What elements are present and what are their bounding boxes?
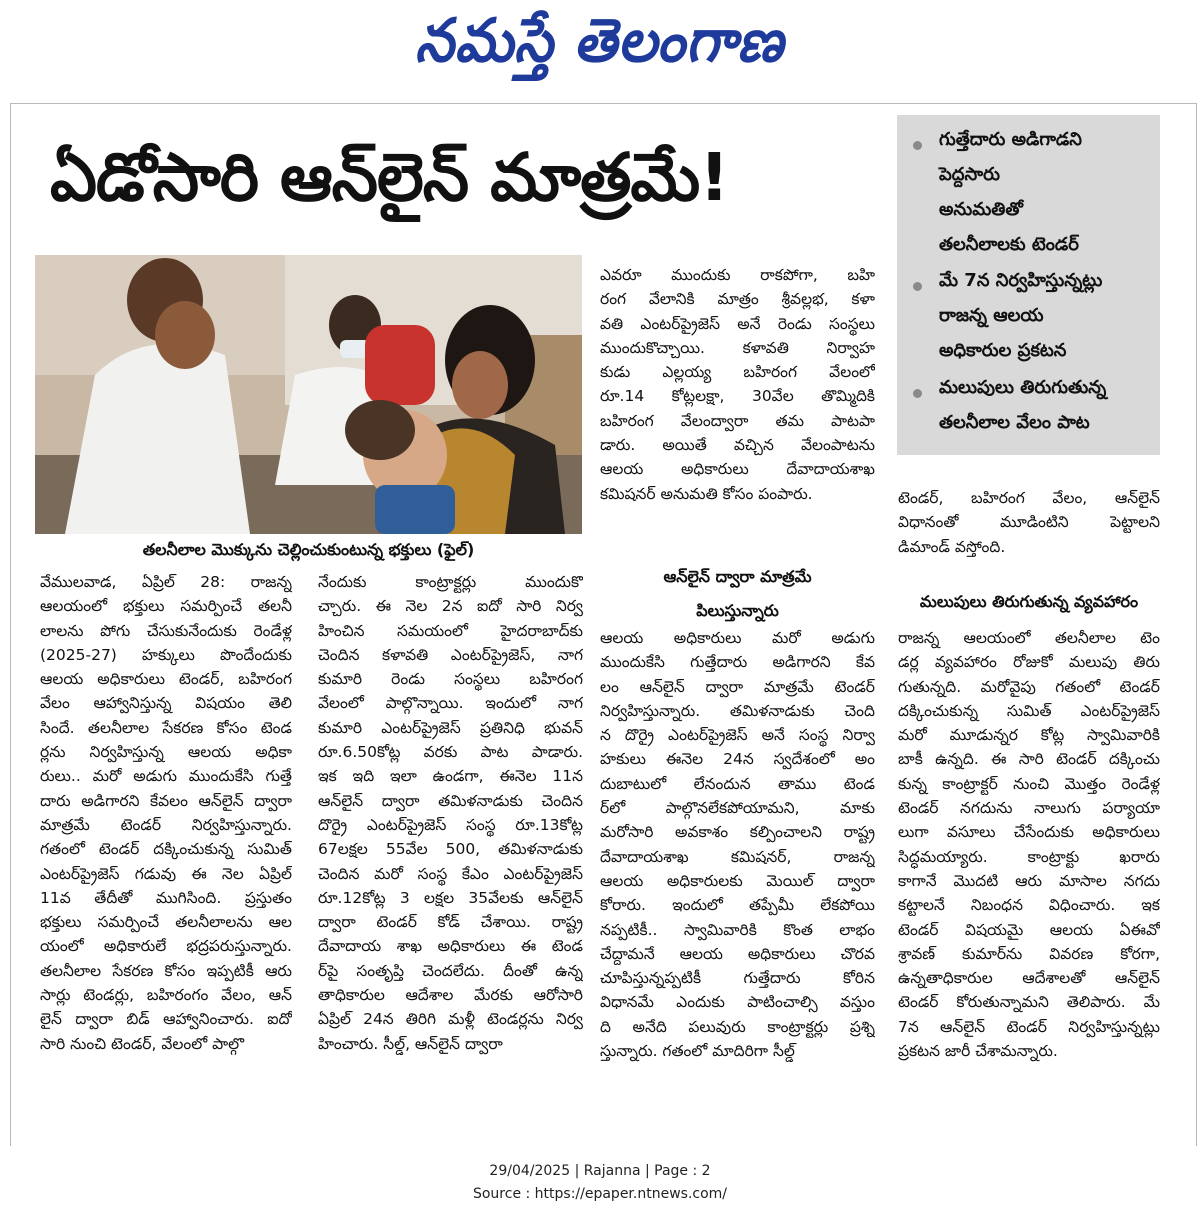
text-line: చేద్దామనే ఆలయ అధికారులు చొరవ [600,944,875,963]
text-line: రంగ వేలానికి మాత్రం శ్రీవల్లభ, కళా [600,290,875,309]
text-line: సార్లు టెండర్లు, బహిరంగం వేలం, ఆన్ [40,986,292,1005]
text-line: రూ.12కోట్ల 3 లక్షల 35వేలకు ఆన్‌లైన్ [318,888,583,907]
text-line: మరో మూడున్నర కోట్ల స్వామివారికి [898,726,1160,745]
text-line: న దొర్రై ఎంటర్‌ప్రైజెస్ అనే సంస్థ నిర్వా [600,726,875,745]
text-line: రూ.14 కోట్లలక్షా, 30వేల తొమ్మిదికి [600,387,875,406]
text-line: డిమాండ్ వస్తోంది. [898,537,1006,556]
text-line: 67లక్షల 55వేల 500, తమిళనాడుకు [318,840,583,859]
text-line: ఆలయ అధికారులు టెండర్, బహిరంగ [40,670,292,689]
text-line: కుమారి ఎంటర్‌ప్రైజెస్ ప్రతినిధి భువన్ [318,718,583,737]
text-line: దేవాదాయ శాఖ అధికారులు ఈ టెండ [318,937,583,956]
text-line: కుమారి రెండు సంస్థలు బహిరంగ [318,670,583,689]
text-line: దేవాదాయశాఖ కమిషనర్, రాజన్న [600,847,875,866]
text-line: ఇక ఇది ఇలా ఉండగా, ఈనెల 11న [318,767,583,786]
text-line: చ్చారు. ఈ నెల 2న ఐదో సారి నిర్వ [318,597,583,616]
column-4-subheading: మలుపులు తిరుగుతున్న వ్యవహారం [919,592,1139,611]
text-line: సారి నుంచి టెండర్, వేలంలో పాల్గొ [40,1034,245,1053]
highlight-line: గుత్తేదారు అడిగాడని [939,129,1082,150]
highlight-line: అనుమతితో [939,199,1023,220]
article-column-3-top [600,263,875,506]
text-line: యంలో అధికారులే భద్రపరుస్తున్నారు. [40,937,292,956]
text-line: రూ.6.50కోట్ల వరకు పాట పాడారు. [318,743,583,762]
highlight-line: రాజన్న ఆలయ [939,305,1044,326]
masthead [0,0,1200,95]
text-line: గతంలో టెండర్ దక్కించుకున్న సుమిత్ [40,840,292,859]
text-line: తలనీలాల సేకరణ కోసం ఇప్పటికీ ఆరు [40,961,292,980]
text-line: కమిషనర్ అనుమతి కోసం పంపారు. [600,484,813,503]
text-line: కున్న కాంట్రాక్టర్ నుంచి మొత్తం రెండేళ్ల [898,774,1160,793]
text-line: టెండర్ నగదును నాలుగు పర్యాయా [898,799,1160,818]
text-line: హించిన సమయంలో హైదరాబాద్‌కు [318,621,583,640]
bullet-icon [913,141,922,150]
text-line: దొర్రై ఎంటర్‌ప్రైజెస్ సంస్థ రూ.13కోట్ల [318,815,583,834]
text-line: తాధికారుల ఆదేశాల మేరకు ఆరోసారి [318,986,583,1005]
text-line: సిందే. తలనీలాల సేకరణ కోసం టెండ [40,718,292,737]
column-3-subheading [600,560,875,628]
text-line: వేలం ఆహ్వానిస్తున్న విషయం తెలి [40,694,292,713]
text-line: టెండర్ కోరుతున్నామని తెలిపారు. మే [898,993,1160,1012]
text-line: లాలను పోగు చేసుకునేందుకు రెండేళ్ల [40,621,292,640]
text-line: కాగానే మొదటి ఆరు మాసాల నగదు [898,871,1160,890]
article-column-2 [318,570,583,1056]
text-line: మాత్రమే టెండర్ నిర్వహిస్తున్నారు. [40,815,292,834]
text-line: వేములవాడ, ఏప్రిల్ 28: రాజన్న [40,573,292,591]
subheading-line: పిలుస్తున్నారు [696,601,779,620]
text-line: దక్కించుకున్న సుమిత్ ఎంటర్‌ప్రైజెస్ [898,701,1160,720]
text-line: నప్పటికీ.. స్వామివారికి కొంత లాభం [600,920,875,939]
text-line: ఆలయ అధికారులు మరో అడుగు [600,629,875,647]
text-line: రులు.. మరో అడుగు ముందుకేసి గుత్తే [40,767,292,786]
text-line: విధానంతో మూడింటిని పెట్టాలని [898,513,1160,532]
text-line: రాజన్న ఆలయంలో తలనీలాల టెం [898,629,1160,647]
bullet-icon [913,282,922,291]
text-line: ర్లను నిర్వహిస్తున్న ఆలయ అధికా [40,743,292,762]
article-column-4-bottom [898,626,1160,1063]
text-line: ఎంటర్‌ప్రైజెస్ గడువు ఈ నెల ఏప్రిల్ [40,864,292,883]
footer-dateline: 29/04/2025 | Rajanna | Page : 2 [489,1163,711,1179]
text-line: దారు అడిగారని కేవలం ఆన్‌లైన్ ద్వారా [40,791,292,810]
text-line: (2025-27) హక్కులు పొందేందుకు [40,645,292,664]
text-line: డారు. అయితే వచ్చిన వేలంపాటను [600,436,875,455]
subheading-line: ఆన్‌లైన్ ద్వారా మాత్రమే [663,567,812,586]
text-line: భక్తులు సమర్పించే తలనీలాలను ఆల [40,913,292,932]
photo-caption: తలనీలాల మొక్కును చెల్లించుకుంటున్న భక్తులు (ఫైల్) [142,540,475,559]
text-line: ర్‌లో పాల్గొనలేకపోయామని, మాకు [600,799,875,818]
footer-source: Source : https://epaper.ntnews.com/ [472,1186,728,1202]
text-line: 11వ తేదీతో ముగిసింది. ప్రస్తుతం [40,888,292,907]
text-line: ఏప్రిల్ 24న తిరిగి మళ్లీ టెండర్లను నిర్వ [318,1010,583,1029]
text-line: మరోసారి అవకాశం కల్పించాలని రాష్ట్ర [600,823,875,842]
highlight-line: అధికారుల ప్రకటన [939,340,1067,361]
text-line: ఆలయ అధికారులకు మెయిల్ ద్వారా [600,871,875,890]
text-line: టెండర్, బహిరంగ వేలం, ఆన్‌లైన్ [898,489,1160,507]
text-line: ముందుకేసి గుత్తేదారు అడిగారని కేవ [600,653,875,672]
text-line: ముందుకొచ్చాయి. కళావతి నిర్వాహ [600,338,875,357]
text-line: బహిరంగ వేలంద్వారా తమ పాటపా [600,411,875,430]
text-line: డర్ల వ్యవహారం రోజుకో మలుపు తిరు [898,653,1160,672]
text-line: చెందిన కళావతి ఎంటర్‌ప్రైజెస్, నాగ [318,645,583,664]
highlight-line: తలనీలాల వేలం పాట [939,412,1090,433]
text-line: ఆలయంలో భక్తులు సమర్పించే తలనీ [40,597,292,616]
bullet-icon [913,389,922,398]
text-line: బాకీ ఉన్నది. ఈ సారి టెండర్ దక్కించు [898,750,1160,769]
text-line: హకులు ఈనెల 24న స్వదేశంలో అం [600,750,875,769]
text-line: దుబాటులో లేనందున తాము టెండ [600,774,875,793]
news-photo [35,255,582,534]
article-column-3-bottom [600,626,875,1063]
text-line: ఉన్నతాధికారుల ఆదేశాలతో ఆన్‌లైన్ [898,969,1160,988]
text-line: శ్రావణ్ కుమార్‌ను వివరణ కోరగా, [898,944,1160,963]
highlight-line: తలనీలాలకు టెండర్ [939,234,1079,255]
text-line: కట్టాలనే నిబంధన విధించారు. ఇక [898,896,1160,915]
text-line: నిర్వహిస్తున్నారు. తమిళనాడుకు చెంది [600,701,875,720]
text-line: హించారు. సీల్డ్, ఆన్‌లైన్ ద్వారా [318,1034,503,1053]
text-line: ఆలయ అధికారులు దేవాదాయశాఖ [600,460,875,479]
text-line: లుగా వసూలు చేసేందుకు అధికారులు [898,823,1160,842]
text-line: ఆన్‌లైన్ ద్వారా తమిళనాడుకు చెందిన [318,791,583,810]
text-line: కుడు ఎల్లయ్య బహిరంగ వేలంలో [600,363,875,382]
text-line: ఎవరూ ముందుకు రాకపోగా, బహి [600,266,875,284]
text-line: సిద్ధమయ్యారు. కాంట్రాక్టు ఖరారు [898,847,1160,866]
text-line: విధానమే ఎందుకు పాటించాల్సి వస్తుం [600,993,875,1012]
text-line: ప్రకటన జారీ చేశామన్నారు. [898,1042,1058,1061]
article-column-1 [40,570,292,1056]
text-line: నేందుకు కాంట్రాక్టర్లు ముందుకొ [318,573,583,591]
photo-illustration [35,255,582,534]
highlight-line: పెద్దసారు [939,164,1000,185]
text-line: ద్వారా టెండర్ కోడ్ చేశాయి. రాష్ట్ర [318,913,583,932]
highlight-line: మలుపులు తిరుగుతున్న [939,377,1107,398]
article-column-4-top [898,486,1160,559]
text-line: వతి ఎంటర్‌ప్రైజెస్ అనే రెండు సంస్థలు [600,314,875,333]
text-line: టెండర్ విషయమై ఆలయ ఏఈవో [898,920,1160,939]
highlights-box [897,115,1160,455]
text-line: లైన్ ద్వారా బిడ్ ఆహ్వానించారు. ఐదో [40,1010,292,1029]
text-line: ది అనేది పలువురు కాంట్రాక్టర్లు ప్రశ్ని [600,1017,875,1036]
text-line: కోరారు. ఇందులో తప్పేమీ లేకపోయి [600,896,875,915]
highlight-line: మే 7న నిర్వహిస్తున్నట్లు [939,270,1103,291]
text-line: గుతున్నది. మరోవైపు గతంలో టెండర్ [898,677,1160,696]
text-line: 7న ఆన్‌లైన్ టెండర్ నిర్వహిస్తున్నట్లు [898,1017,1160,1036]
newspaper-logo: నమస్తే తెలంగాణ [415,5,785,76]
text-line: ర్‌పై సంతృప్తి చెందలేదు. దీంతో ఉన్న [318,961,583,980]
text-line: చెందిన మరో సంస్థ కేఎం ఎంటర్‌ప్రైజెస్ [318,864,583,883]
text-line: స్తున్నారు. గతంలో మాదిరిగా సీల్డ్ [600,1042,795,1061]
text-line: లం ఆన్‌లైన్ ద్వారా మాత్రమే టెండర్ [600,677,875,696]
text-line: వేలంలో పాల్గొన్నాయి. ఇందులో నాగ [318,694,583,713]
article-headline: ఏడోసారి ఆన్‌లైన్ మాత్రమే! [50,139,729,216]
text-line: చూపిస్తున్నప్పటికీ గుత్తేదారు కోరిన [600,969,875,988]
